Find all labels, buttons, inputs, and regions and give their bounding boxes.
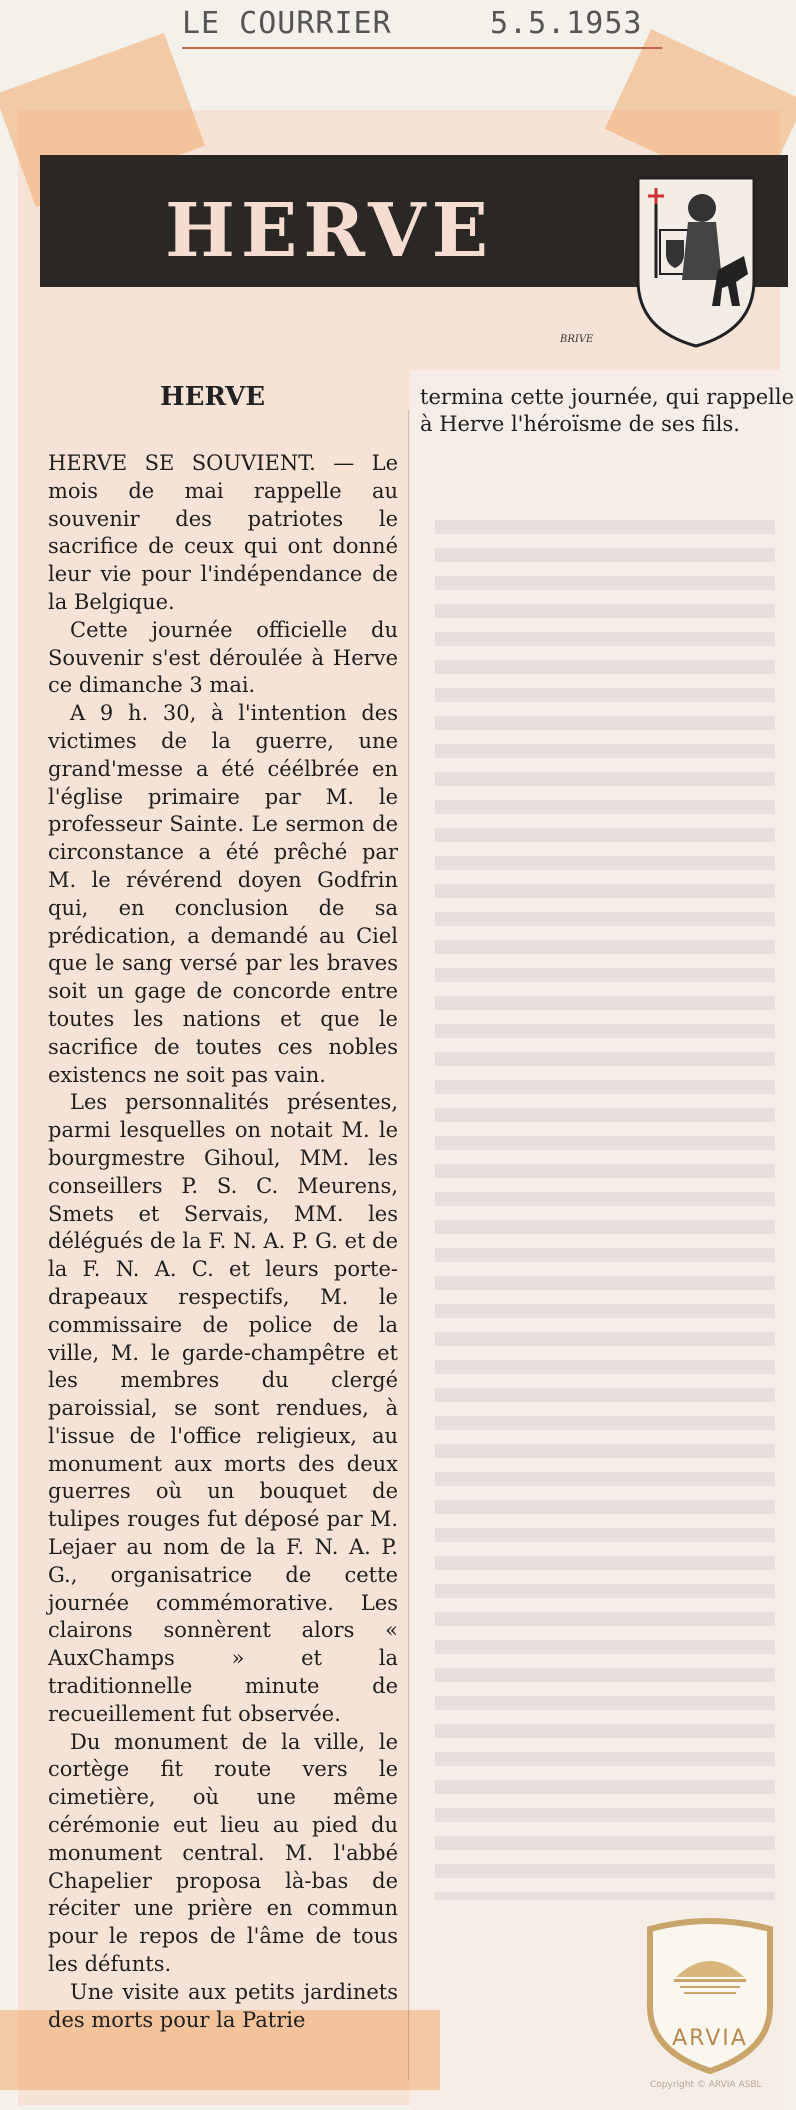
article-paragraph: HERVE SE SOUVIENT. — Le mois de mai rappelle au souvenir des patriotes le sacrifice de ceux qui ont donné leur vie pour l'indépendance de la Belgique.: [48, 451, 398, 614]
article-paragraph: A 9 h. 30, à l'intention des victimes de la guerre, une grand'messe a été céélbrée en l'église primaire par M. le professeur Sainte. Le sermon de circonstance a été prêché par M. le révérend doyen Godfrin qui, en conclusion de sa prédication, a demandé au Ciel que le sang versé par les braves soit un gage de concorde entre toutes les nations et que le sacrifice de toutes ces nobles existencs ne soit pas vain.: [48, 701, 398, 1087]
article-paragraph: Une visite aux petits jardinets des morts pour la Patrie: [48, 1979, 398, 2032]
article-paragraph: Du monument de la ville, le cortège fit route vers le cimetière, où une même cérémonie eut lieu au pied du monument central. M. l'abbé Chapelier proposa là-bas de réciter une prière en commun pour le repos de l'âme de tous les défunts.: [48, 1729, 398, 1977]
coat-of-arms-icon: [632, 170, 760, 350]
section-title: HERVE: [160, 382, 266, 412]
copyright-text: Copyright © ARVIA ASBL: [650, 2080, 762, 2090]
arvia-logo-text: ARVIA: [672, 2026, 748, 2051]
article-column-left: [48, 450, 398, 2034]
column-divider: [408, 410, 409, 2080]
banner-title: HERVE: [165, 188, 494, 274]
article-continuation: termina cette journée, qui rappelle à Herve l'héroïsme de ses fils.: [420, 385, 794, 436]
newspaper-name: LE COURRIER: [182, 6, 392, 41]
header-underline: [182, 47, 662, 49]
artist-signature: BRIVE: [560, 334, 594, 345]
article-paragraph: Les personnalités présentes, parmi lesquelles on notait M. le bourgmestre Gihoul, MM. les conseillers P. S. C. Meurens, Smets et Servais, MM. les délégués de la F. N. A. P. G. et de la F. N. A. C. et leurs porte-drapeaux respectifs, M. le commissaire de police de la ville, M. le garde-champêtre et les membres du clergé paroissial, se sont rendues, à l'issue de l'office religieux, au monument aux morts des deux guerres où un bouquet de tulipes rouges fut déposé par M. Lejaer au nom de la F. N. A. P. G., organisatrice de cette journée commémorative. Les clairons sonnèrent alors « AuxChamps » et la traditionnelle minute de recueillement fut observée.: [48, 1090, 398, 1726]
article-paragraph: Cette journée officielle du Souvenir s'est déroulée à Herve ce dimanche 3 mai.: [48, 617, 398, 698]
arvia-logo-icon: [640, 1915, 780, 2075]
newspaper-date: 5.5.1953: [490, 6, 643, 41]
show-through-text: [435, 520, 775, 1900]
